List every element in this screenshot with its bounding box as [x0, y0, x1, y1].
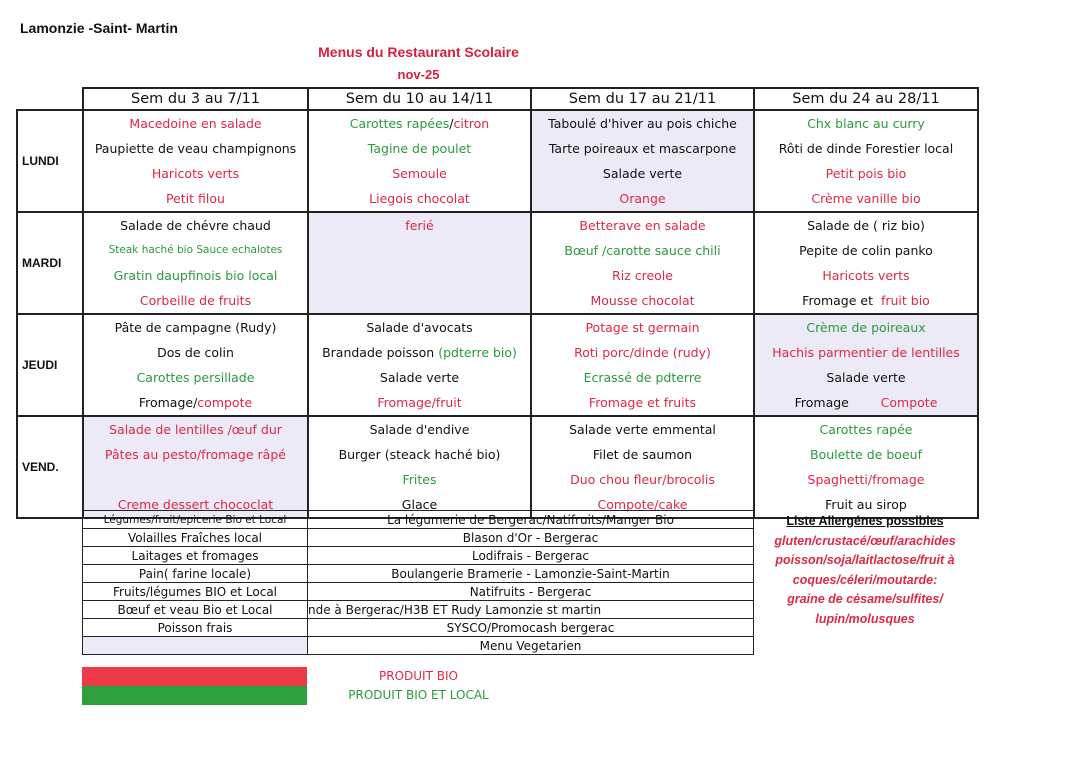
menu-item	[309, 315, 530, 340]
day-row	[17, 416, 978, 518]
menu-item-text: Fromage et	[802, 293, 881, 308]
legend-label-bio-local: PRODUIT BIO ET LOCAL	[348, 688, 489, 702]
menu-item	[309, 213, 530, 238]
menu-item-text: Salade verte	[602, 166, 683, 181]
supplier-row	[83, 511, 754, 529]
menu-cell	[308, 110, 531, 212]
menu-item	[84, 136, 307, 161]
menu-item	[755, 340, 977, 365]
legend-label-bio: PRODUIT BIO	[379, 669, 458, 683]
menu-item-text: Semoule	[392, 166, 447, 181]
menu-item-text: /	[449, 116, 454, 131]
allergens-line: gluten/crustacé/œuf/arachides	[774, 533, 956, 548]
menu-item-text: Compote	[880, 395, 938, 410]
menu-item	[309, 340, 530, 365]
menu-item	[532, 417, 753, 442]
menu-item	[84, 288, 307, 313]
menu-item-text: Mousse chocolat	[590, 293, 695, 308]
week-header-row	[17, 88, 978, 110]
menu-item	[309, 136, 530, 161]
menu-item-text: Fromage/	[138, 395, 198, 410]
supplier-category: Poisson frais	[83, 619, 308, 637]
menu-item	[84, 263, 307, 288]
supplier-category: Volailles Fraîches local	[83, 529, 308, 547]
menu-item-text: Burger (steack haché bio)	[338, 447, 501, 462]
menu-cell	[531, 314, 754, 416]
menu-item	[755, 161, 977, 186]
menu-item	[532, 111, 753, 136]
supplier-name: Natifruits - Bergerac	[308, 583, 754, 601]
supplier-category: Fruits/légumes BIO et Local	[83, 583, 308, 601]
legend-swatch-bio	[82, 667, 307, 686]
menu-item	[755, 213, 977, 238]
supplier-row	[83, 565, 754, 583]
day-row	[17, 110, 978, 212]
menu-item	[755, 136, 977, 161]
menu-item-text: Duo chou fleur/brocolis	[570, 472, 715, 487]
menu-item-text: Bœuf /carotte sauce chili	[564, 243, 721, 258]
day-row	[17, 314, 978, 416]
menu-item-text: Haricots verts	[822, 268, 910, 283]
corner-cell	[17, 88, 83, 110]
menu-item-text: Betterave en salade	[579, 218, 706, 233]
menu-item	[84, 390, 307, 415]
menu-item-text: Creme dessert chococlat	[117, 497, 274, 512]
menu-item-text: Compote/cake	[597, 497, 688, 512]
menu-cell	[83, 110, 308, 212]
menu-item-text: ferié	[405, 218, 434, 233]
supplier-row	[83, 601, 754, 619]
menu-item-text: Chx blanc au curry	[807, 116, 925, 131]
menu-item-text: Crème vanille bio	[811, 191, 921, 206]
supplier-category: Légumes/fruit/epicerie Bio et Local	[83, 511, 308, 529]
menu-item	[309, 442, 530, 467]
menu-item	[532, 340, 753, 365]
menu-item-text: compote	[197, 395, 253, 410]
holiday-cell	[308, 212, 531, 314]
menu-item	[84, 186, 307, 211]
menu-item	[532, 238, 753, 263]
day-label: JEUDI	[17, 314, 83, 416]
supplier-row	[83, 619, 754, 637]
menu-item-text: Petit filou	[166, 191, 225, 206]
menu-item	[84, 238, 307, 263]
menu-cell	[308, 314, 531, 416]
supplier-row	[83, 547, 754, 565]
allergens-line: poisson/soja/laitlactose/fruit à	[775, 553, 955, 567]
menu-cell	[754, 212, 978, 314]
menu-item	[84, 340, 307, 365]
supplier-category: Pain( farine locale)	[83, 565, 308, 583]
menu-item	[84, 111, 307, 136]
supplier-name	[308, 601, 754, 619]
menu-item-text: Hachis parmentier de lentilles	[772, 345, 960, 360]
day-row	[17, 212, 978, 314]
menu-item-text: Steak haché bio Sauce echalotes	[108, 244, 283, 256]
menu-item-text: Macedoine en salade	[129, 116, 262, 131]
allergens-title: Liste Allergénes possibles	[786, 514, 944, 528]
menu-item-text: Haricots verts	[151, 166, 240, 181]
menu-item-text: Ecrassé de pdterre	[583, 370, 702, 385]
menu-item-text: Spaghetti/fromage	[807, 472, 925, 487]
menu-item-text: Carottes rapées	[349, 116, 450, 131]
menu-item-text: Pâte de campagne (Rudy)	[114, 320, 277, 335]
day-label: VEND.	[17, 416, 83, 518]
menu-item-text: Orange	[619, 191, 666, 206]
menu-item-text: Salade de chévre chaud	[120, 218, 271, 233]
menu-item-text: Fromage et fruits	[588, 395, 697, 410]
day-label: LUNDI	[17, 110, 83, 212]
menu-item	[84, 467, 307, 492]
menu-item	[84, 213, 307, 238]
menu-item	[309, 365, 530, 390]
menu-item-text: Carottes rapée	[819, 422, 913, 437]
supplier-name: Menu Vegetarien	[308, 637, 754, 655]
menu-cell	[754, 110, 978, 212]
supplier-name: SYSCO/Promocash bergerac	[308, 619, 754, 637]
menu-item	[755, 417, 977, 442]
menu-item-text: Corbeille de fruits	[139, 293, 252, 308]
menu-cell	[83, 314, 308, 416]
menu-item-text: Salade verte emmental	[569, 422, 716, 437]
supplier-row	[83, 529, 754, 547]
allergens-box	[753, 512, 977, 629]
menu-title: Menus du Restaurant Scolaire	[318, 44, 519, 60]
menu-item-text: Rôti de dinde Forestier local	[778, 141, 954, 156]
menu-item	[532, 365, 753, 390]
menu-item	[532, 288, 753, 313]
menu-item	[755, 186, 977, 211]
menu-item	[532, 467, 753, 492]
menu-item	[84, 315, 307, 340]
menu-item	[755, 238, 977, 263]
week-header: Sem du 24 au 28/11	[754, 88, 978, 110]
menu-item-text: Salade d'avocats	[366, 320, 473, 335]
menu-month: nov-25	[397, 67, 440, 82]
menu-item	[755, 288, 977, 313]
menu-cell	[308, 416, 531, 518]
menu-item	[532, 315, 753, 340]
menu-item-text: Boulette de boeuf	[810, 447, 922, 462]
week-header: Sem du 3 au 7/11	[83, 88, 308, 110]
supplier-row	[83, 583, 754, 601]
menu-item	[84, 365, 307, 390]
menu-item-text: Salade de lentilles /œuf dur	[109, 422, 282, 437]
menu-item-text: Dos de colin	[157, 345, 234, 360]
menu-item-text: Tarte poireaux et mascarpone	[548, 141, 737, 156]
supplier-category: Bœuf et veau Bio et Local	[83, 601, 308, 619]
menu-cell	[531, 416, 754, 518]
menu-item	[532, 161, 753, 186]
menu-item-text: Salade verte	[826, 370, 906, 385]
menu-item-text: Fromage/fruit	[377, 395, 462, 410]
allergens-line: lupin/molusques	[815, 611, 915, 626]
menu-item	[84, 442, 307, 467]
menu-item-text: Potage st germain	[585, 320, 700, 335]
menu-item-text: Paupiette de veau champignons	[94, 141, 297, 156]
allergens-line: graine de césame/sulfites/	[787, 592, 943, 606]
menu-item	[532, 263, 753, 288]
menu-item	[532, 213, 753, 238]
vegetarian-swatch	[83, 637, 308, 655]
menu-cell	[754, 416, 978, 518]
menu-item	[532, 442, 753, 467]
menu-item-text: Salade verte	[379, 370, 460, 385]
supplier-name: La légumerie de Bergerac/Natifruits/Manger Bio	[308, 511, 754, 529]
supplier-name: Blason d'Or - Bergerac	[308, 529, 754, 547]
menu-item-text: Petit pois bio	[825, 166, 907, 181]
menu-item	[532, 390, 753, 415]
menu-cell	[83, 416, 308, 518]
menu-item	[755, 467, 977, 492]
menu-item-text: Salade d'endive	[369, 422, 470, 437]
supplier-name: Boulangerie Bramerie - Lamonzie-Saint-Martin	[308, 565, 754, 583]
menu-item	[309, 417, 530, 442]
supplier-category: Laitages et fromages	[83, 547, 308, 565]
menu-cell	[754, 314, 978, 416]
weekly-menu-table	[16, 87, 979, 519]
menu-item-text: Taboulé d'hiver au pois chiche	[548, 116, 737, 131]
commune-name: Lamonzie -Saint- Martin	[20, 20, 178, 36]
menu-item	[309, 467, 530, 492]
supplier-row	[83, 637, 754, 655]
menu-item-text: Carottes persillade	[136, 370, 255, 385]
menu-item	[755, 263, 977, 288]
day-label: MARDI	[17, 212, 83, 314]
menu-item	[755, 315, 977, 340]
menu-item	[309, 161, 530, 186]
menu-item-text: Gratin daupfinois bio local	[113, 268, 278, 283]
menu-item	[309, 111, 530, 136]
menu-item-text: Salade de ( riz bio)	[807, 218, 925, 233]
menu-cell	[531, 212, 754, 314]
menu-item-text: Filet de saumon	[592, 447, 693, 462]
menu-item	[755, 111, 977, 136]
menu-item-text: Liegois chocolat	[369, 191, 470, 206]
week-header: Sem du 10 au 14/11	[308, 88, 531, 110]
menu-item-text: citron	[453, 116, 490, 131]
menu-item	[84, 161, 307, 186]
menu-cell	[83, 212, 308, 314]
menu-item	[755, 390, 977, 415]
menu-item-text: Riz creole	[612, 268, 673, 283]
week-header: Sem du 17 au 21/11	[531, 88, 754, 110]
menu-item	[755, 442, 977, 467]
menu-item-text: Crème de poireaux	[806, 320, 926, 335]
menu-item-text: Pepite de colin panko	[799, 243, 933, 258]
menu-item	[309, 186, 530, 211]
menu-item	[532, 186, 753, 211]
menu-item-text: Fruit au sirop	[825, 497, 907, 512]
menu-item-text: Frites	[402, 472, 437, 487]
allergens-line: coques/céleri/moutarde:	[792, 572, 938, 587]
menu-item-text: (pdterre bio)	[438, 345, 517, 360]
menu-item-text: Roti porc/dinde (rudy)	[574, 345, 711, 360]
menu-item	[755, 365, 977, 390]
menu-cell	[531, 110, 754, 212]
supplier-name: Lodifrais - Bergerac	[308, 547, 754, 565]
menu-item	[84, 417, 307, 442]
supplier-name-text: nde à Bergerac/H3B ET Rudy Lamonzie st martin	[308, 602, 602, 617]
suppliers-table	[82, 510, 754, 655]
menu-item-text: Tagine de poulet	[367, 141, 472, 156]
menu-item-text: Fromage	[794, 395, 881, 410]
menu-item-text: Pâtes au pesto/fromage râpé	[105, 447, 286, 462]
legend-swatch-bio-local	[82, 686, 307, 705]
menu-item-text: Glace	[401, 497, 438, 512]
menu-item	[309, 390, 530, 415]
menu-item	[532, 136, 753, 161]
menu-item-text: Brandade poisson	[322, 345, 439, 360]
menu-item-text: fruit bio	[880, 293, 930, 308]
